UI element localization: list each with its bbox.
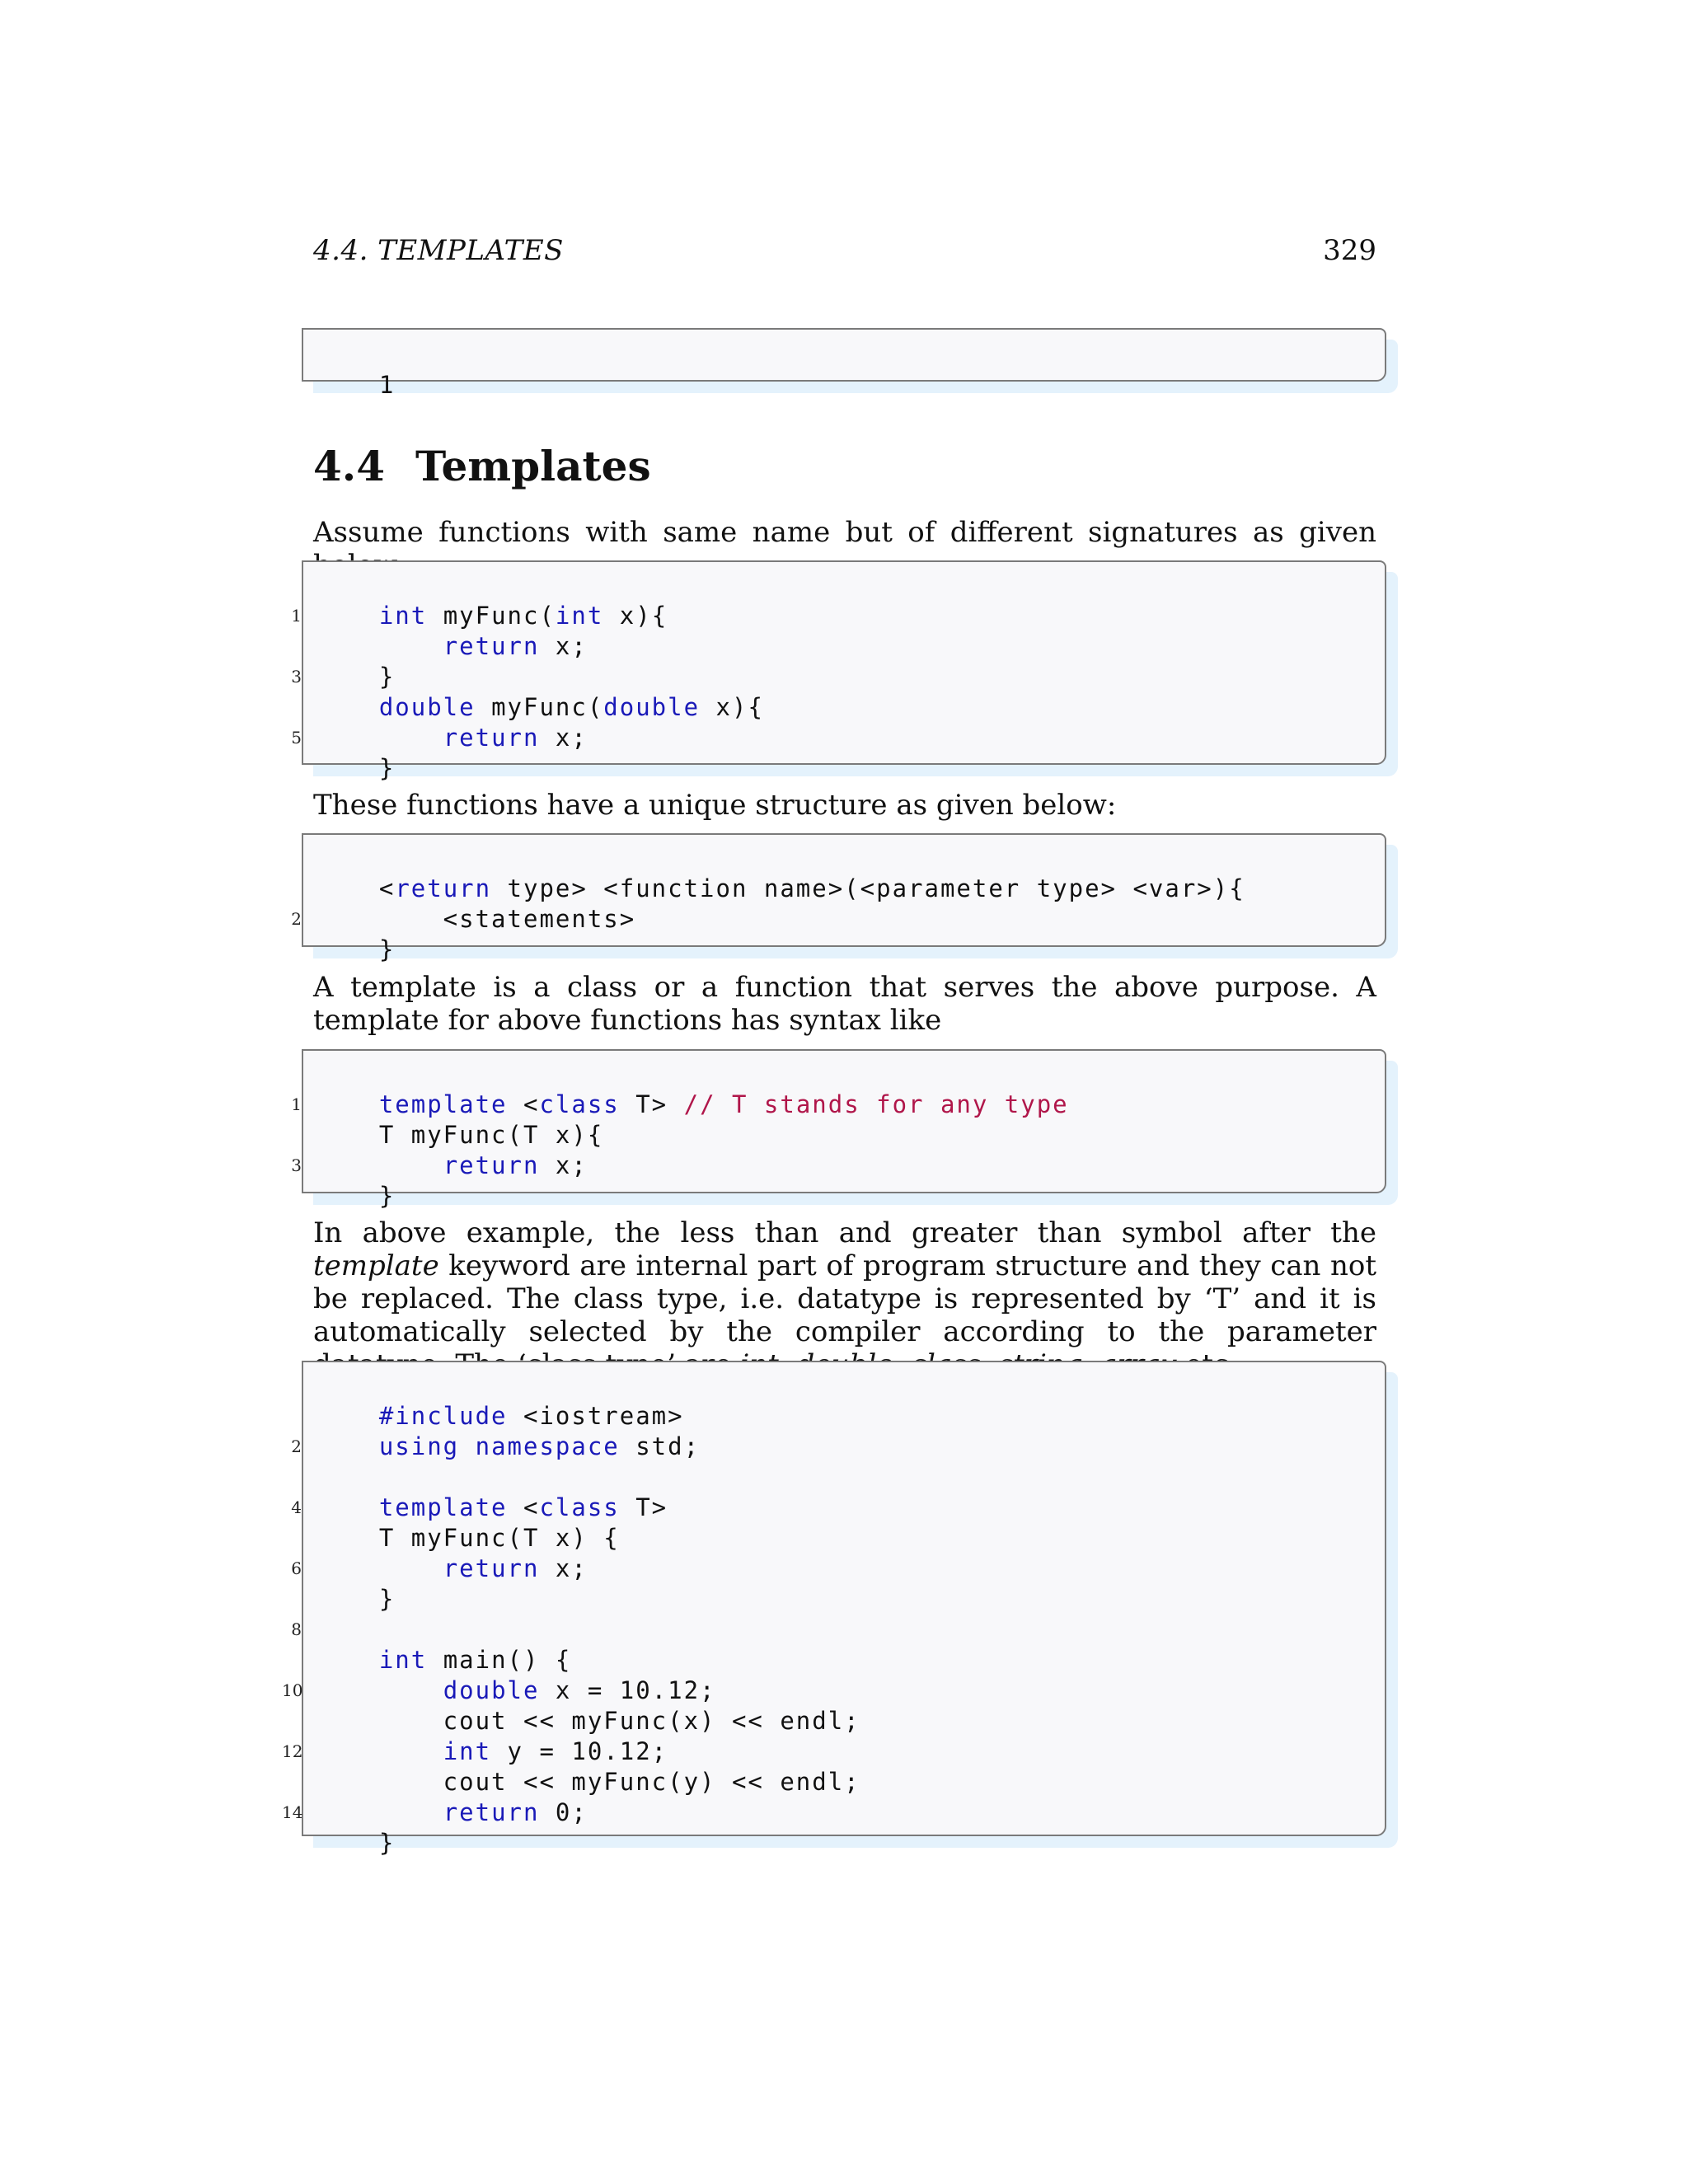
code-line: 10 double x = 10.12; <box>282 1676 716 1704</box>
section-heading <box>313 442 651 490</box>
code-line: 3 } <box>315 631 395 662</box>
output-value: 1 <box>378 371 396 399</box>
line-number: 4 <box>291 1497 302 1517</box>
code-line: 6 return x; <box>315 1523 588 1554</box>
line-number: 14 <box>282 1802 303 1822</box>
code-line: 14 return 0; <box>282 1798 588 1826</box>
line-number: 2 <box>291 1436 302 1456</box>
code-line <box>291 1584 379 1639</box>
page-number: 329 <box>1323 234 1376 267</box>
line-number: 1 <box>291 606 302 626</box>
line-number: 3 <box>291 1155 302 1175</box>
code-line: } <box>378 935 396 963</box>
line-number: 3 <box>291 667 302 687</box>
paragraph-structure: These functions have a unique structure as given below: <box>313 789 1117 822</box>
code-line: #include <iostream> <box>378 1402 684 1430</box>
code-comment: // T stands for any type <box>683 1090 1069 1118</box>
code-block-template-syntax <box>291 1049 1386 1210</box>
line-number: 5 <box>291 728 302 748</box>
code-line: 2 using namespace std; <box>315 1401 700 1432</box>
code-line: 2 <statements> <box>315 874 635 904</box>
code-line: } <box>378 1182 396 1210</box>
line-number: 6 <box>291 1558 302 1578</box>
code-line: 1 int myFunc(int x){ <box>315 570 668 601</box>
running-header <box>313 234 1376 275</box>
line-number: 1 <box>291 1094 302 1114</box>
code-line: <return type> <function name>(<parameter type> <var>){ <box>378 874 1245 902</box>
line-number: 12 <box>282 1741 303 1761</box>
section-title: Templates <box>415 442 651 490</box>
code-line: 5 return x; <box>315 692 588 723</box>
code-line: 1 template <class T> // T stands for any type <box>315 1059 1069 1090</box>
code-block-full-example <box>282 1361 1386 1857</box>
output-box <box>302 328 1386 399</box>
code-block-structure <box>291 833 1386 963</box>
code-line: } <box>378 754 396 782</box>
line-number: 2 <box>291 909 302 929</box>
paragraph-template-definition: A template is a class or a function that serves the above purpose. A template for above functions has syntax like <box>313 971 1376 1037</box>
code-line: } <box>378 1585 396 1613</box>
code-line: 12 int y = 10.12; <box>282 1737 668 1765</box>
template-keyword-italic: template <box>313 1249 439 1282</box>
code-line: double myFunc(double x){ <box>378 693 764 721</box>
code-block-overloads <box>291 560 1386 782</box>
code-line: cout << myFunc(y) << endl; <box>378 1768 860 1796</box>
code-line: T myFunc(T x){ <box>378 1121 604 1149</box>
code-line: cout << myFunc(x) << endl; <box>378 1707 860 1735</box>
paragraph-template-explanation: In above example, the less than and greater than symbol after the template keyword are internal part of program structure and they can not be replaced. The class type, i.e. datatype is represented by ‘T’ and it is automatically selected by the compiler according to the parameter <box>313 1216 1376 1381</box>
code-line: return x; <box>443 632 588 660</box>
code-line: int main() { <box>378 1646 572 1674</box>
line-number: 8 <box>291 1619 302 1639</box>
section-number: 4.4 <box>313 442 385 490</box>
code-line: 4 template <class T> <box>315 1462 668 1493</box>
code-line: } <box>378 1829 396 1857</box>
code-line: T myFunc(T x) { <box>378 1524 620 1552</box>
code-line: 3 return x; <box>315 1120 588 1151</box>
code-line <box>315 1432 379 1462</box>
line-number: 10 <box>282 1680 303 1700</box>
output-line <box>315 340 396 399</box>
chapter-heading: 4.4. TEMPLATES <box>313 234 564 267</box>
paragraph-intro: Assume functions with same name but of different signatures as given <box>313 516 1376 549</box>
